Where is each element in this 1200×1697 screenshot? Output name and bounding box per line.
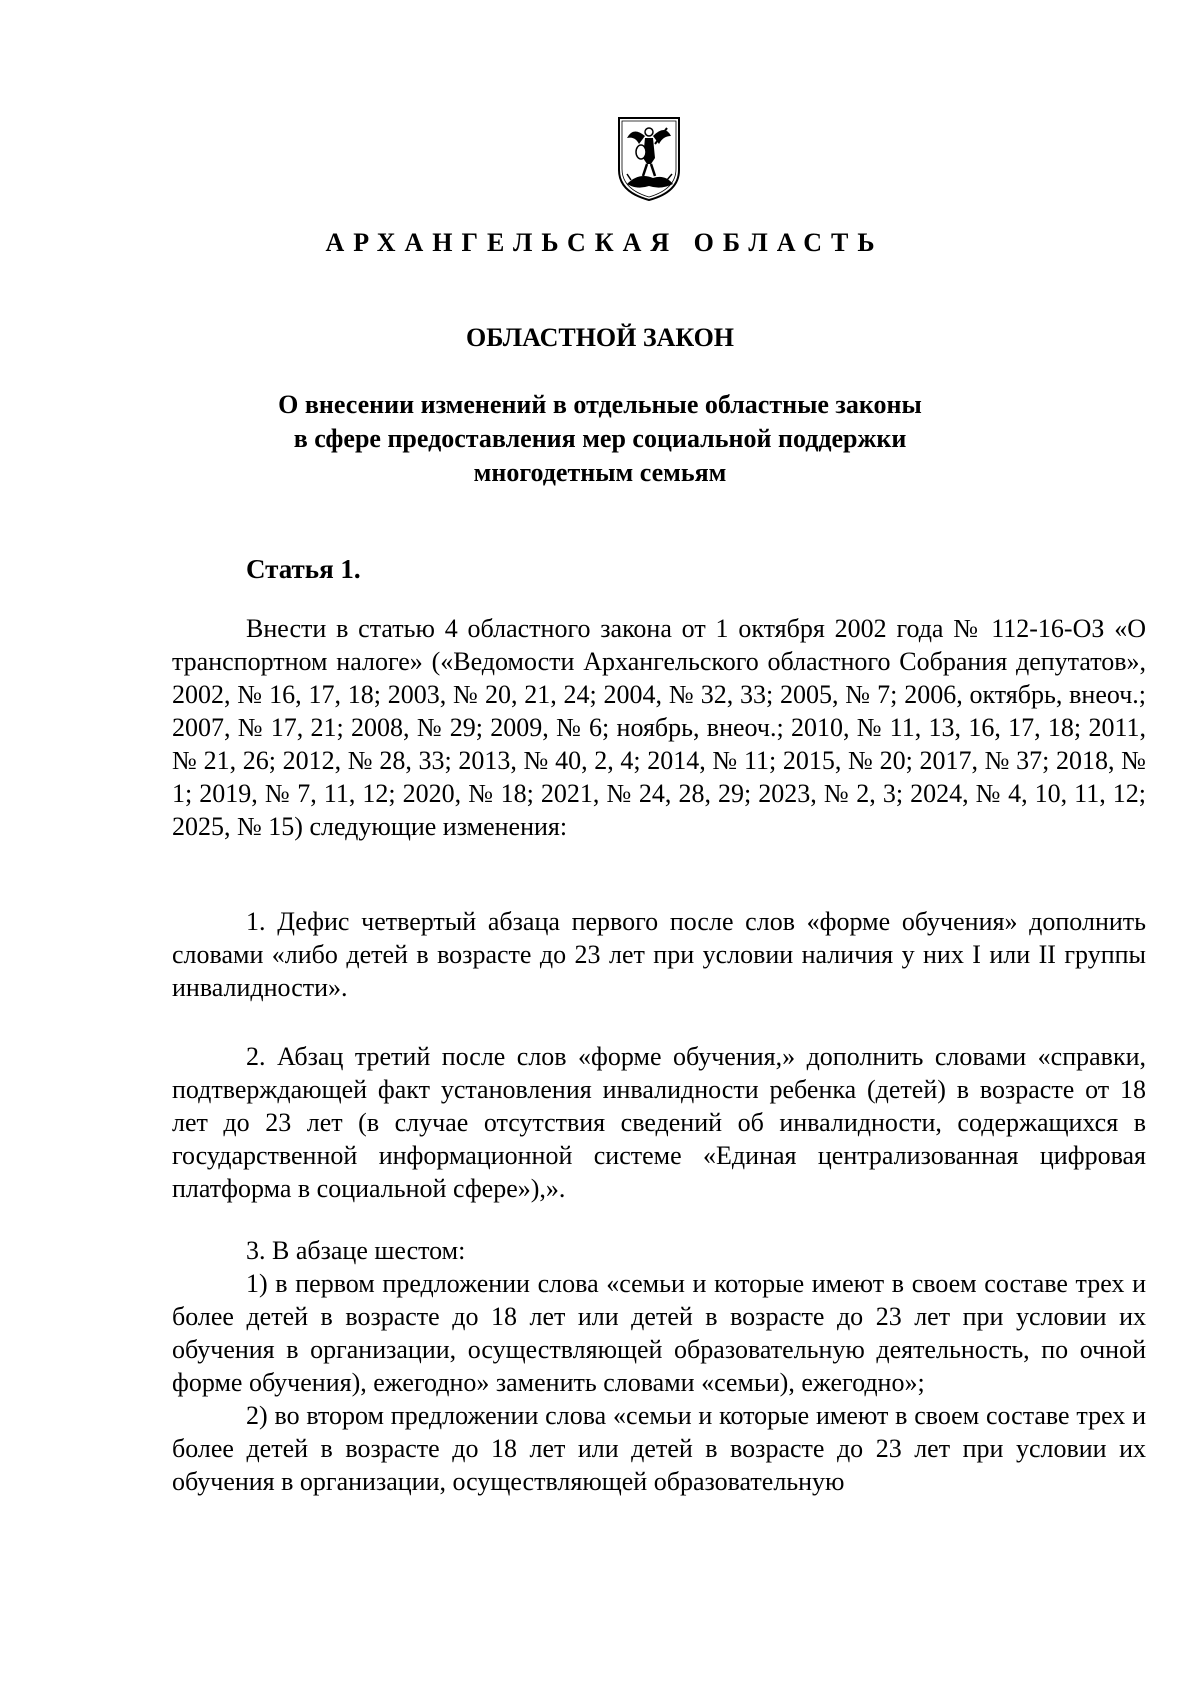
amendment-item (172, 905, 1146, 1004)
amendment-subitem-2: 2) во втором предложении слова «семьи и которые имеют в своем составе трех и более детей в возрасте до 18 лет или детей в возрасте до 23 лет при условии их обучения в организации, осуществляющей образовательную (172, 1401, 1146, 1496)
amendment-item-2: 2. Абзац третий после слов «форме обучения,» дополнить словами «справки, подтверждающей факт установления инвалидности ребенка (детей) в возрасте от 18 лет до 23 лет (в случае отсутствия сведений об инвалидности, содержащихся в государственной информационной системе «Единая централизованная цифровая платформа в социальной сфере»),». (172, 1042, 1146, 1203)
amendment-item-1: 1. Дефис четвертый абзаца первого после слов «форме обучения» дополнить словами «либо детей в возрасте до 23 лет при условии наличия у них I или II группы инвалидности». (172, 907, 1146, 1002)
region-name: АРХАНГЕЛЬСКАЯ ОБЛАСТЬ (325, 228, 884, 257)
article-body (172, 612, 1146, 843)
amendment-item (172, 1040, 1146, 1205)
law-title (200, 388, 1000, 490)
law-title-line: О внесении изменений в отдельные областные законы (278, 390, 922, 419)
amendment-item (172, 1234, 1146, 1498)
amendment-subitem-1: 1) в первом предложении слова «семьи и которые имеют в своем составе трех и более детей в возрасте до 18 лет или детей в возрасте до 23 лет при условии их обучения в организации, осуществляющей образовательную деятельность, по очной форме обучения), ежегодно» заменить словами «семьи), ежегодно»; (172, 1269, 1146, 1397)
law-title-line: многодетным семьям (473, 458, 727, 487)
coat-of-arms-icon (615, 114, 683, 202)
law-title-line: в сфере предоставления мер социальной поддержки (293, 424, 907, 453)
amendment-item-3-heading: 3. В абзаце шестом: (246, 1236, 466, 1265)
article-heading: Статья 1. (246, 554, 361, 584)
law-type: ОБЛАСТНОЙ ЗАКОН (465, 323, 735, 352)
intro-paragraph: Внести в статью 4 областного закона от 1 октября 2002 года № 112-16-ОЗ «О транспортном налоге» («Ведомости Архангельского областного Собрания депутатов», 2002, № 16, 17, 18; 2003, № 20, 21, 24; 2004, № 32, 33; 2005, № 7; 2006, октябрь, внеоч.; 2007, № 17, 21; 2008, № 29; 2009, № 6; ноябрь, внеоч.; 2010, № 11, 13, 16, 17, 18; 2011, № 21, 26; 2012, № 28, 33; 2013, № 40, 2, 4; 2014, № 11; 2015, № 20; 2017, № 37; 2018, № 1; 2019, № 7, 11, 12; 2020, № 18; 2021, № 24, 28, 29; 2023, № 2, 3; 2024, № 4, 10, 11, 12; 2025, № 15) следующие изменения: (172, 614, 1146, 841)
